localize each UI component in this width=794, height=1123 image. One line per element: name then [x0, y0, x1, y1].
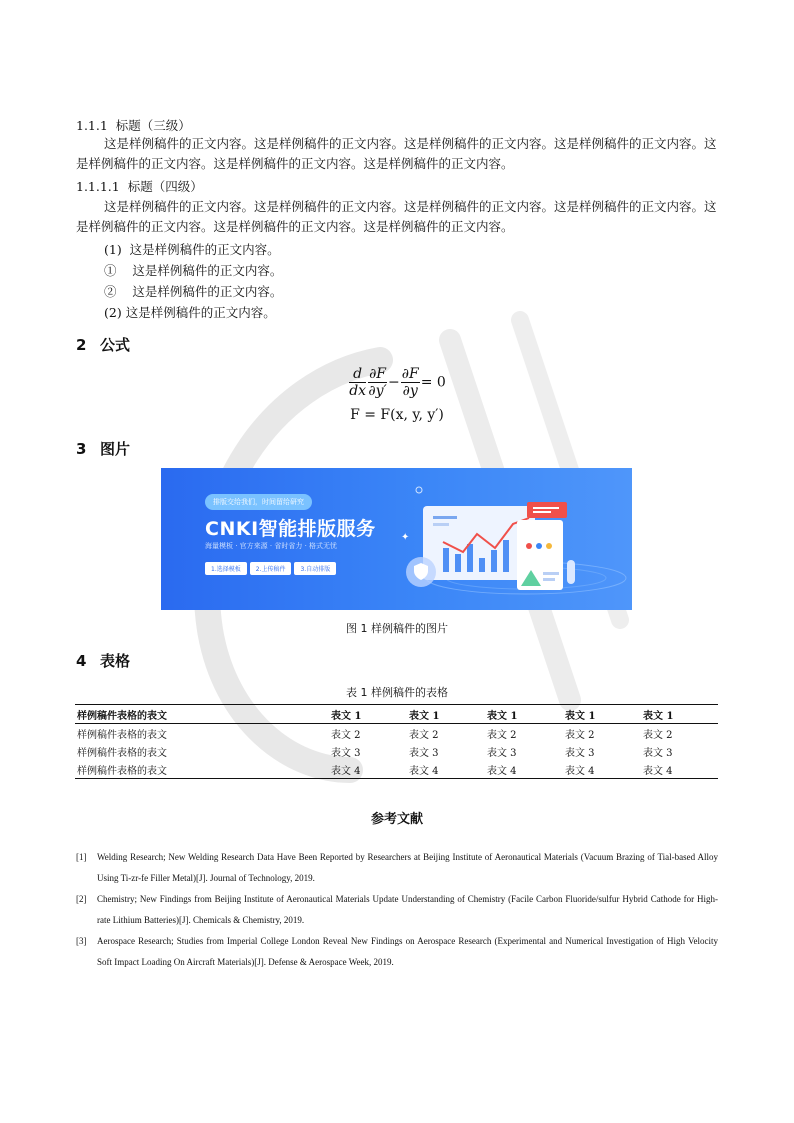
banner-step: 1.选择模板 — [205, 562, 247, 575]
table-header-cell: 表文 1 — [329, 705, 407, 724]
list-text: 这是样例稿件的正文内容。 — [132, 263, 283, 278]
sample-table — [75, 704, 718, 779]
heading-level4-number: 1.1.1.1 — [76, 179, 120, 194]
table-header-cell: 样例稿件表格的表文 — [75, 705, 329, 724]
table-cell: 表文 3 — [409, 747, 439, 759]
section-title: 公式 — [100, 336, 131, 354]
table-caption: 表 1 样例稿件的表格 — [346, 686, 448, 699]
list-marker: ① — [104, 263, 117, 278]
table-header-cell: 表文 1 — [641, 705, 718, 724]
table-cell: 表文 4 — [485, 760, 563, 779]
section-heading-formula — [76, 334, 130, 355]
table-cell: 表文 3 — [565, 747, 595, 759]
table-cell: 表文 2 — [565, 729, 595, 741]
reference-index: [3] — [76, 936, 87, 946]
heading-level4 — [76, 177, 203, 195]
minus-sign: − — [388, 374, 400, 391]
section-title: 表格 — [100, 652, 131, 670]
list-text: 这是样例稿件的正文内容。 — [132, 284, 283, 299]
reference-item — [76, 931, 718, 973]
reference-text: Welding Research; New Welding Research Data Have Been Reported by Researchers at Beijing Institute of Aeronautical Materials (Vacuum Brazing of Tial-based Alloy Using Ti-zr-fe Filler Metal)[J]. Journal of Technology, 2019. — [97, 852, 718, 883]
list-item — [104, 303, 276, 321]
section-title: 图片 — [100, 440, 131, 458]
section-number: 2 — [76, 336, 87, 354]
list-item — [104, 261, 282, 279]
figure-caption: 图 1 样例稿件的图片 — [346, 622, 448, 635]
banner-pill: 排版交给我们，时间留给研究 — [205, 494, 312, 510]
formula-function-definition: F = F(x, y, y′) — [350, 407, 444, 423]
reference-text: Aerospace Research; Studies from Imperial College London Reveal New Findings on Aerospace Research (Experimental and Numerical Investigation of High Velocity Soft Impact Loading On Aircraft Materials)[J]. Defense & Aerospace Week, 2019. — [97, 936, 718, 967]
reference-item — [76, 889, 718, 931]
list-marker: ② — [104, 284, 117, 299]
heading-level3 — [76, 116, 191, 134]
formula-rhs: = 0 — [420, 374, 446, 391]
reference-index: [2] — [76, 894, 87, 904]
table-cell: 表文 2 — [643, 729, 673, 741]
formula-euler-lagrange — [0, 366, 794, 399]
list-marker: (2) — [104, 305, 122, 320]
references-title: 参考文献 — [370, 812, 423, 827]
list-item — [104, 282, 282, 300]
heading-level4-title: 标题（四级） — [127, 179, 203, 194]
body-paragraph-1: 这是样例稿件的正文内容。这是样例稿件的正文内容。这是样例稿件的正文内容。这是样例稿件的正文内容。这是样例稿件的正文内容。这是样例稿件的正文内容。这是样例稿件的正文内容。 — [76, 136, 717, 171]
banner-illustration — [391, 468, 632, 610]
table-header-cell: 表文 1 — [485, 705, 563, 724]
table-header-cell: 表文 1 — [563, 705, 641, 724]
heading-level3-title: 标题（三级） — [115, 118, 191, 133]
table-cell: 表文 2 — [487, 729, 517, 741]
list-marker: (1) — [104, 242, 122, 257]
table-cell: 表文 3 — [487, 747, 517, 759]
table-row — [75, 724, 718, 743]
body-paragraph-2: 这是样例稿件的正文内容。这是样例稿件的正文内容。这是样例稿件的正文内容。这是样例稿件的正文内容。这是样例稿件的正文内容。这是样例稿件的正文内容。这是样例稿件的正文内容。 — [76, 199, 717, 234]
table-cell: 表文 4 — [641, 760, 718, 779]
table-cell: 表文 2 — [331, 729, 361, 741]
table-cell: 表文 3 — [331, 747, 361, 759]
table-cell: 样例稿件表格的表文 — [75, 760, 329, 779]
sparkle-icon: ✦ — [401, 532, 410, 543]
fraction-dF-dy: $\frac{\partial F}{\partial y}$ — [401, 366, 419, 399]
section-heading-figure — [76, 438, 130, 459]
table-cell: 表文 2 — [409, 729, 439, 741]
table-row — [75, 760, 718, 779]
table-cell: 样例稿件表格的表文 — [77, 729, 167, 741]
table-cell: 表文 4 — [329, 760, 407, 779]
table-row — [75, 742, 718, 760]
list-item — [104, 240, 280, 258]
table-cell: 表文 4 — [563, 760, 641, 779]
table-header-cell: 表文 1 — [407, 705, 485, 724]
list-text: 这是样例稿件的正文内容。 — [129, 242, 280, 257]
reference-text: Chemistry; New Findings from Beijing Institute of Aeronautical Materials Update Understanding of Chemistry (Facile Carbon Fluoride/sulfur Hybrid Cathode for High-rate Lithium Batteries)[J]. Chemicals & Chemistry, 2019. — [97, 894, 718, 925]
figure-banner — [161, 468, 632, 610]
banner-title: CNKI智能排版服务 — [205, 518, 376, 540]
reference-item — [76, 847, 718, 889]
table-cell: 样例稿件表格的表文 — [77, 747, 167, 759]
fraction-d-dx: $\frac{d}{dx}$ — [349, 366, 367, 399]
banner-steps — [205, 562, 336, 575]
banner-step: 3.自动排版 — [294, 562, 336, 575]
fraction-dF-dyprime: $\frac{\partial F}{\partial y'}$ — [368, 366, 387, 399]
table-cell: 表文 4 — [407, 760, 485, 779]
section-number: 3 — [76, 440, 87, 458]
banner-subtitle: 海量模板 · 官方来源 · 省时省力 · 格式无忧 — [205, 542, 338, 550]
reference-index: [1] — [76, 852, 87, 862]
table-header-row — [75, 705, 718, 724]
banner-step: 2.上传稿件 — [250, 562, 292, 575]
list-text: 这是样例稿件的正文内容。 — [125, 305, 276, 320]
heading-level3-number: 1.1.1 — [76, 118, 108, 133]
section-number: 4 — [76, 652, 87, 670]
section-heading-table — [76, 650, 130, 671]
table-cell: 表文 3 — [643, 747, 673, 759]
